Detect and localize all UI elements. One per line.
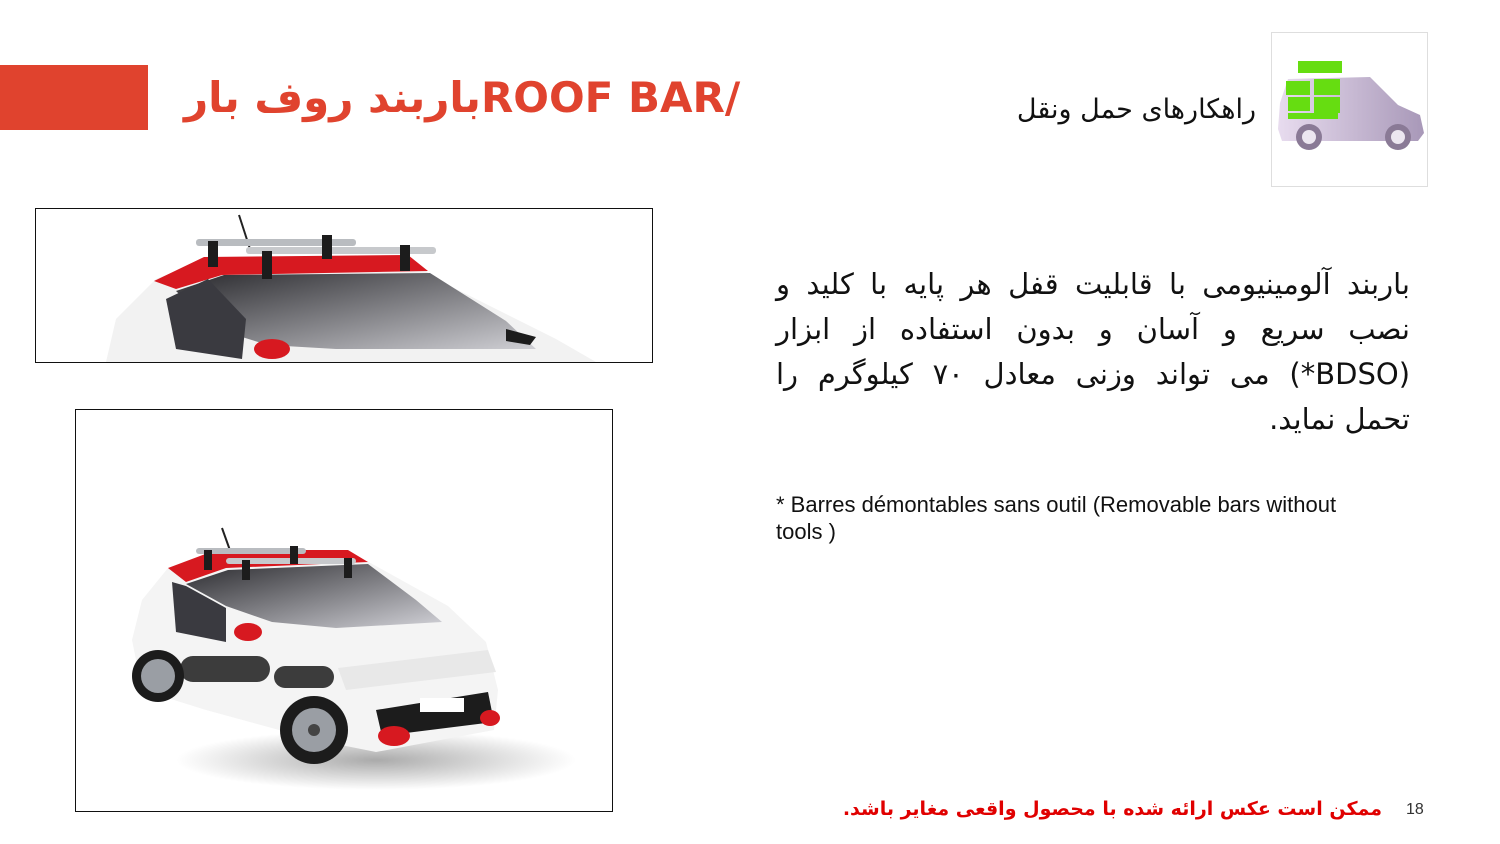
title-english: ROOF BAR/ — [480, 73, 741, 122]
image-disclaimer: ممکن است عکس ارائه شده با محصول واقعی مغایر باشد. — [842, 798, 1382, 820]
accent-bar — [0, 65, 148, 130]
car-with-cargo-icon — [1272, 33, 1427, 186]
category-label: راهکارهای حمل ونقل — [1016, 94, 1256, 125]
page-number: 18 — [1406, 801, 1424, 818]
category-icon-box — [1271, 32, 1428, 187]
car-full-view-image — [75, 409, 613, 812]
car-roof-closeup-image — [35, 208, 653, 363]
footnote: * Barres démontables sans outil (Removable bars without tools ) — [776, 492, 1337, 544]
product-description: باربند آلومینیومی با قابلیت قفل هر پایه با کلید و نصب سریع و آسان و بدون استفاده از ابزار (BDSO*) می تواند وزنی معادل ۷۰ کیلوگرم را تحمل نماید. — [776, 267, 1411, 436]
title-persian: باربند روف بار — [184, 73, 481, 122]
page-title — [184, 70, 744, 126]
